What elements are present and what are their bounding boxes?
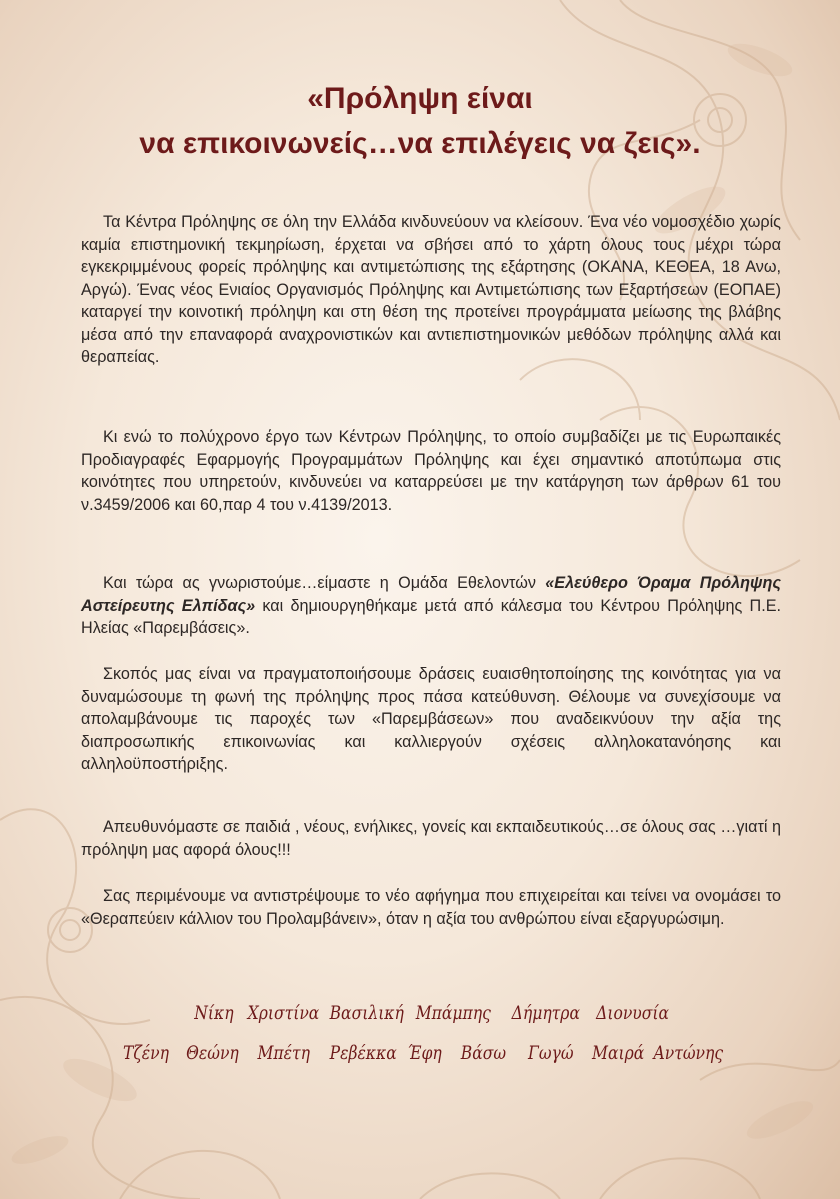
paragraph-3: [81, 572, 781, 640]
signature: Νίκη: [194, 1002, 234, 1024]
paragraph-4: [81, 663, 781, 776]
paragraph-6: [81, 885, 781, 930]
signature: Μπέτη: [257, 1042, 310, 1064]
paragraph-5-text: Απευθυνόμαστε σε παιδιά , νέους, ενήλικες, γονείς και εκπαιδευτικούς…σε όλους σας …γιατί η πρόληψη μας αφορά όλους!!!: [81, 818, 781, 859]
paragraph-2: [81, 426, 781, 516]
signatures-row-2: [100, 1042, 724, 1072]
signature: Μαιρά: [592, 1042, 645, 1064]
page-title: [60, 76, 780, 166]
paragraph-3-text-end: και δημιουργηθήκαμε μετά από κάλεσμα του Κέντρου Πρόληψης Π.Ε. Ηλείας «Παρεμβάσεις».: [81, 596, 781, 637]
signature: Βασιλική: [329, 1002, 404, 1024]
signature: Βάσω: [460, 1042, 507, 1064]
group-name: «Ελεύθερο Όραμα Πρόληψης Αστείρευτης Ελπίδας»: [81, 574, 781, 615]
signature: Έφη: [407, 1042, 442, 1064]
signature: Χριστίνα: [247, 1002, 320, 1024]
title-line-2: να επικοινωνείς…να επιλέγεις να ζεις».: [139, 127, 701, 160]
signature: Θεώνη: [186, 1042, 239, 1064]
paragraph-1: [81, 211, 781, 369]
signatures-row-1: [100, 1002, 670, 1032]
signature: Ρεβέκκα: [329, 1042, 397, 1064]
paragraph-5: [81, 816, 781, 861]
signature: Διονυσία: [596, 1002, 670, 1024]
paragraph-4-text: Σκοπός μας είναι να πραγματοποιήσουμε δράσεις ευαισθητοποίησης της κοινότητας για να δυναμώσουμε τη φωνή της πρόληψης προς πάσα κατεύθυνση. Θέλουμε να συνεχίσουμε να απολαμβάνουμε τις παροχές των «Παρεμβάσεων» που αναδεικνύουν την αξία της διαπροσωπικής επικοινωνίας και καλλιεργούν σχέσεις αλληλοκατανόησης και αλληλοϋποστήριξης.: [81, 665, 781, 773]
signature: Τζένη: [122, 1042, 169, 1064]
signature: Γωγώ: [528, 1042, 574, 1064]
paragraph-2-text: Κι ενώ το πολύχρονο έργο των Κέντρων Πρόληψης, το οποίο συμβαδίζει με τις Ευρωπαικές Προδιαγραφές Εφαρμογής Προγραμμάτων Πρόληψης και έχει σημαντικό αποτύπωμα στις κοινότητες που υπηρετούν, κινδυνεύει να καταρρεύσει με την κατάργηση των άρθρων 61 του ν.3459/2006 και 60,παρ 4 του ν.4139/2013.: [81, 428, 781, 514]
paragraph-6-text: Σας περιμένουμε να αντιστρέψουμε το νέο αφήγημα που επιχειρείται και τείνει να ονομάσει το «Θεραπεύειν κάλλιον του Προλαμβάνειν», όταν η αξία του ανθρώπου είναι εξαργυρώσιμη.: [81, 887, 781, 928]
signature: Μπάμπης: [415, 1002, 491, 1024]
title-line-1: «Πρόληψη είναι: [307, 82, 533, 115]
paragraph-1-text: Τα Κέντρα Πρόληψης σε όλη την Ελλάδα κινδυνεύουν να κλείσουν. Ένα νέο νομοσχέδιο χωρίς καμία επιστημονική τεκμηρίωση, έρχεται να σβήσει από το χάρτη όλους τους μέχρι τώρα εγκεκριμμένους φορείς πρόληψης και αντιμετώπισης της εξάρτησης (ΟΚΑΝΑ, ΚΕΘΕΑ, 18 Ανω, Αργώ). Ένας νέος Ενιαίος Οργανισμός Πρόληψης και Αντιμετώπισης των Εξαρτήσεων (ΕΟΠΑΕ) καταργεί την κοινοτική πρόληψη και στη θέση της προτείνει προγράμματα μείωσης της βλάβης μέσα από την επαναφορά αναχρονιστικών και αντιεπιστημονικών μεθόδων πρόληψης αλλά και θεραπείας.: [81, 213, 781, 366]
signature: Δήμητρα: [511, 1002, 580, 1024]
signature: Αντώνης: [653, 1042, 724, 1064]
paragraph-3-text-start: Και τώρα ας γνωριστούμε…είμαστε η Ομάδα Εθελοντών: [103, 574, 546, 592]
